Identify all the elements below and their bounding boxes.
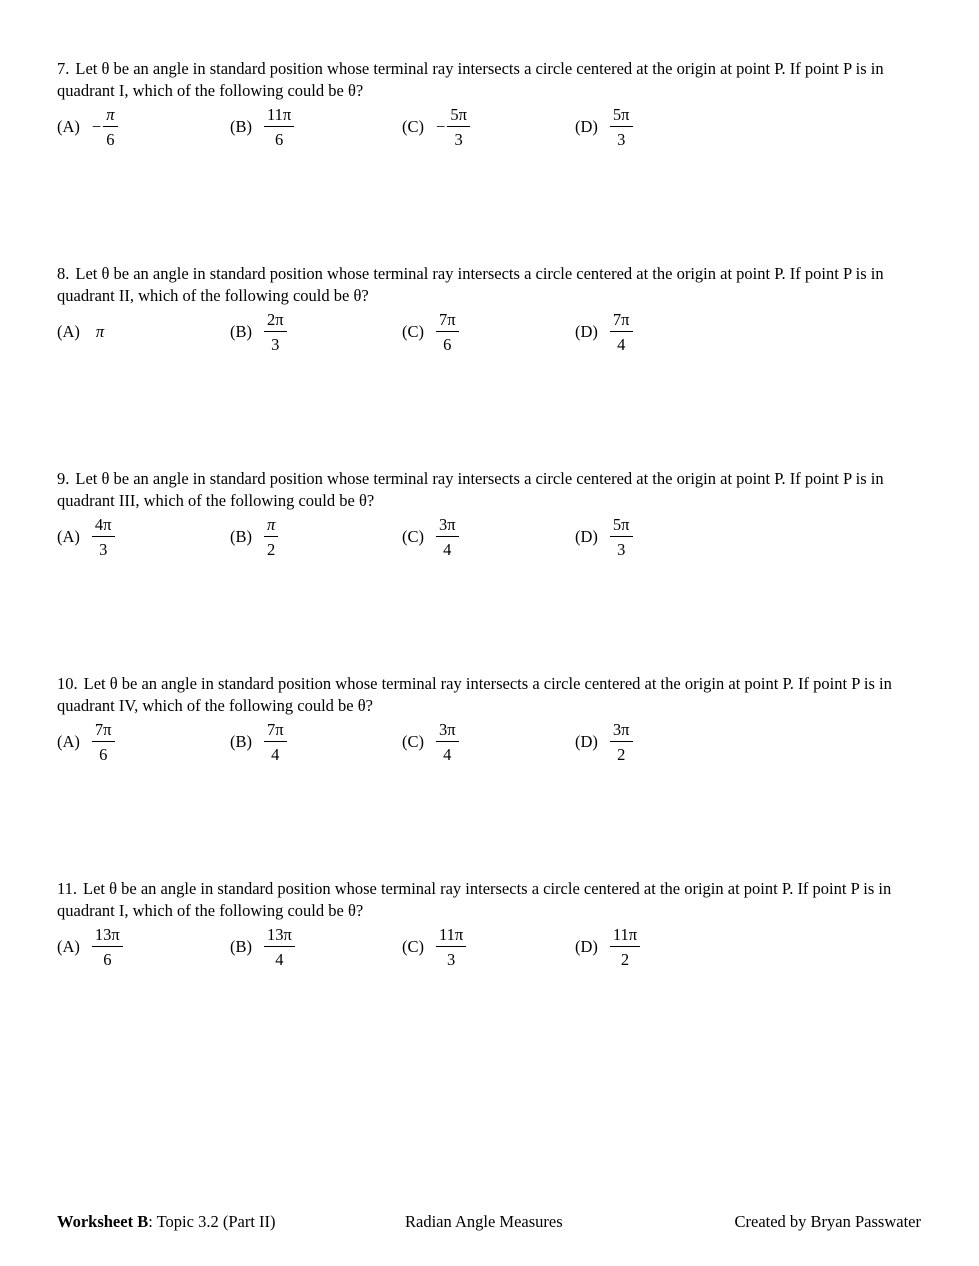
choice-c[interactable] [402, 719, 459, 765]
choice-sign: − [91, 117, 102, 136]
choice-a[interactable] [57, 104, 118, 150]
choice-c[interactable] [402, 514, 459, 560]
choice-c[interactable] [402, 309, 459, 355]
choice-letter: (C) [402, 117, 424, 136]
choice-a[interactable] [57, 924, 123, 970]
answer-choices [57, 924, 923, 970]
problem-text: Let θ be an angle in standard position whose terminal ray intersects a circle centered at the origin at point P. If point P is in quadrant IV, which of the following could be θ? [57, 674, 892, 715]
problem-stem [57, 468, 923, 512]
choice-d[interactable] [575, 924, 640, 970]
fraction [436, 720, 459, 765]
fraction-denominator: 2 [267, 539, 276, 559]
choice-letter: (D) [575, 322, 598, 341]
fraction [610, 925, 640, 970]
choice-c[interactable] [402, 924, 466, 970]
fraction-denominator: 3 [454, 129, 463, 149]
choice-b[interactable] [230, 104, 294, 150]
choice-d[interactable] [575, 719, 633, 765]
choice-b[interactable] [230, 514, 278, 560]
fraction-denominator: 3 [99, 539, 108, 559]
fraction [92, 515, 115, 560]
choice-letter: (B) [230, 117, 252, 136]
choice-letter: (A) [57, 117, 80, 136]
fraction-numerator: 7π [264, 720, 287, 742]
fraction [436, 310, 459, 355]
fraction-numerator: 13π [92, 925, 123, 947]
fraction-denominator: 3 [446, 949, 456, 969]
choice-letter: (A) [57, 527, 80, 546]
answer-choices [57, 719, 923, 765]
fraction-numerator: 7π [436, 310, 459, 332]
fraction-numerator: 11π [436, 925, 466, 947]
answer-choices [57, 309, 923, 355]
problem-stem [57, 878, 923, 922]
fraction-denominator: 6 [99, 744, 108, 764]
choice-letter: (D) [575, 732, 598, 751]
fraction-numerator: π [264, 515, 278, 537]
fraction-denominator: 6 [106, 129, 115, 149]
choice-letter: (D) [575, 937, 598, 956]
worksheet-topic: : Topic 3.2 (Part II) [148, 1212, 276, 1231]
fraction-numerator: 4π [92, 515, 115, 537]
choice-letter: (D) [575, 117, 598, 136]
fraction [92, 720, 115, 765]
fraction-denominator: 3 [617, 129, 626, 149]
choice-letter: (C) [402, 322, 424, 341]
fraction [264, 720, 287, 765]
footer-worksheet [57, 1212, 276, 1232]
choice-letter: (A) [57, 732, 80, 751]
fraction [610, 310, 633, 355]
choice-d[interactable] [575, 309, 633, 355]
choice-d[interactable] [575, 104, 633, 150]
choice-letter: (C) [402, 732, 424, 751]
choice-letter: (B) [230, 937, 252, 956]
fraction [610, 515, 633, 560]
choice-letter: (D) [575, 527, 598, 546]
fraction-numerator: 3π [436, 515, 459, 537]
page-footer [57, 1212, 921, 1234]
problem-text: Let θ be an angle in standard position whose terminal ray intersects a circle centered at the origin at point P. If point P is in quadrant I, which of the following could be θ? [57, 879, 892, 920]
choice-a[interactable] [57, 309, 104, 355]
fraction-denominator: 4 [275, 949, 284, 969]
choice-b[interactable] [230, 924, 295, 970]
fraction [264, 310, 287, 355]
choice-letter: (A) [57, 322, 80, 341]
fraction-denominator: 6 [274, 129, 284, 149]
fraction [92, 925, 123, 970]
problem-number: 10. [57, 674, 78, 693]
fraction-denominator: 3 [271, 334, 280, 354]
problem-number: 9. [57, 469, 70, 488]
problem-stem [57, 673, 923, 717]
fraction-numerator: 5π [610, 515, 633, 537]
fraction [264, 515, 278, 560]
problem-8 [57, 263, 923, 355]
problem-9 [57, 468, 923, 560]
choice-letter: (C) [402, 937, 424, 956]
fraction-numerator: 5π [610, 105, 633, 127]
choice-letter: (B) [230, 732, 252, 751]
choice-b[interactable] [230, 309, 287, 355]
problem-10 [57, 673, 923, 765]
problem-number: 11. [57, 879, 78, 898]
fraction-denominator: 2 [617, 744, 626, 764]
fraction [264, 105, 294, 150]
problem-text: Let θ be an angle in standard position whose terminal ray intersects a circle centered at the origin at point P. If point P is in quadrant II, which of the following could be θ? [57, 264, 884, 305]
fraction-numerator: 11π [264, 105, 294, 127]
choice-letter: (C) [402, 527, 424, 546]
choice-a[interactable] [57, 719, 115, 765]
choice-letter: (B) [230, 527, 252, 546]
worksheet-label: Worksheet B [57, 1212, 149, 1231]
fraction-denominator: 4 [443, 744, 452, 764]
fraction-denominator: 6 [443, 334, 452, 354]
problem-number: 7. [57, 59, 70, 78]
fraction-numerator: 11π [610, 925, 640, 947]
fraction-denominator: 6 [103, 949, 112, 969]
footer-author: Created by Bryan Passwater [734, 1212, 921, 1231]
fraction [436, 925, 466, 970]
fraction [610, 720, 633, 765]
fraction-numerator: 13π [264, 925, 295, 947]
choice-sign: − [436, 117, 446, 136]
fraction [610, 105, 633, 150]
fraction-numerator: 7π [92, 720, 115, 742]
problem-text: Let θ be an angle in standard position whose terminal ray intersects a circle centered at the origin at point P. If point P is in quadrant I, which of the following could be θ? [57, 59, 884, 100]
fraction-numerator: 7π [610, 310, 633, 332]
footer-title: Radian Angle Measures [405, 1212, 563, 1231]
fraction-numerator: π [103, 105, 117, 127]
choice-c[interactable] [402, 104, 470, 150]
fraction-numerator: 5π [447, 105, 470, 127]
fraction-numerator: 3π [610, 720, 633, 742]
problem-7 [57, 58, 923, 150]
fraction-denominator: 3 [617, 539, 626, 559]
fraction-denominator: 4 [443, 539, 452, 559]
answer-choices [57, 514, 923, 560]
choice-d[interactable] [575, 514, 633, 560]
fraction-numerator: 3π [436, 720, 459, 742]
fraction-denominator: 2 [620, 949, 630, 969]
fraction [264, 925, 295, 970]
problem-number: 8. [57, 264, 70, 283]
fraction-denominator: 4 [271, 744, 280, 764]
choice-a[interactable] [57, 514, 115, 560]
fraction [436, 515, 459, 560]
fraction-numerator: 2π [264, 310, 287, 332]
choice-value: π [95, 322, 105, 341]
fraction [447, 105, 470, 150]
problem-text: Let θ be an angle in standard position whose terminal ray intersects a circle centered at the origin at point P. If point P is in quadrant III, which of the following could be θ? [57, 469, 884, 510]
choice-letter: (B) [230, 322, 252, 341]
choice-b[interactable] [230, 719, 287, 765]
fraction [103, 105, 117, 150]
problem-stem [57, 263, 923, 307]
answer-choices [57, 104, 923, 150]
problem-11 [57, 878, 923, 970]
choice-letter: (A) [57, 937, 80, 956]
problem-stem [57, 58, 923, 102]
fraction-denominator: 4 [617, 334, 626, 354]
